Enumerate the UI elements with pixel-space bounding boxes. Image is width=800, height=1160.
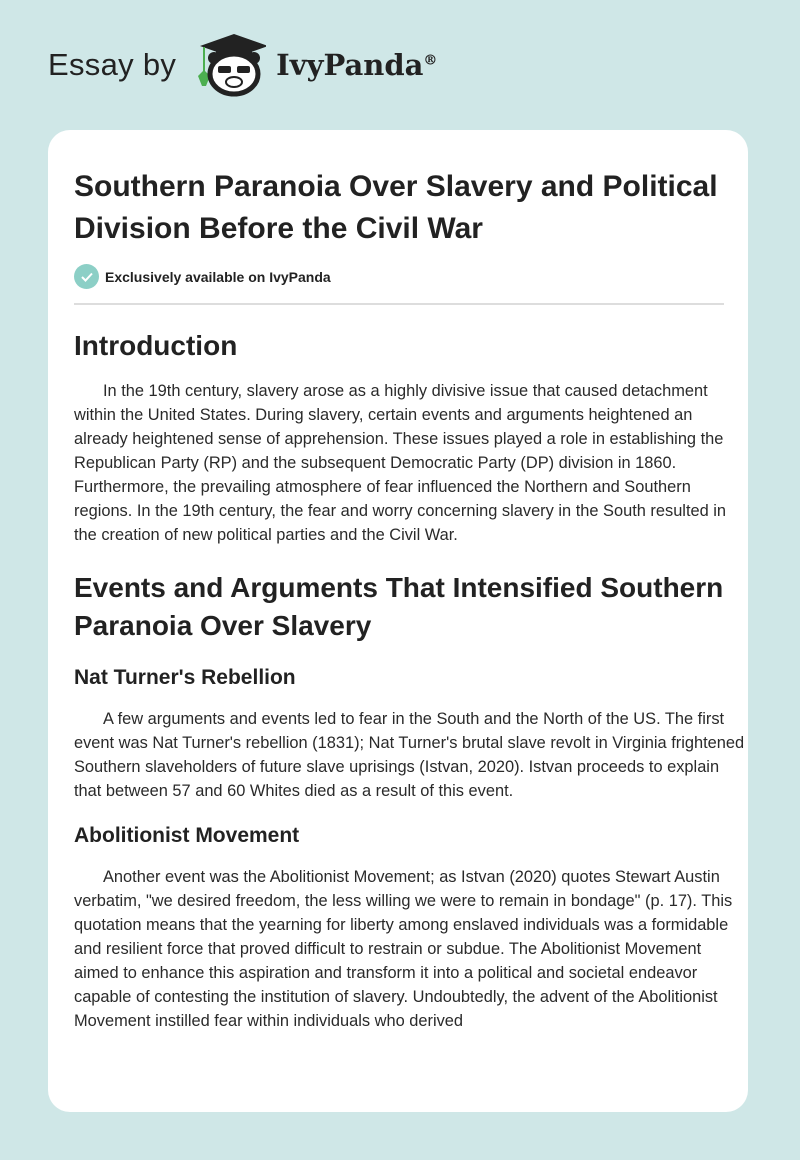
divider bbox=[74, 303, 724, 305]
section-heading: Introduction bbox=[74, 330, 238, 361]
essay-by-label: Essay by bbox=[48, 47, 177, 82]
brand-text: IvyPanda bbox=[276, 48, 424, 82]
exclusive-badge bbox=[74, 264, 748, 289]
paragraph: Another event was the Abolitionist Movement; as Istvan (2020) quotes Stewart Austin verbatim, "we desired freedom, the less willing we were to remain in bondage" (p. 17). This quotation means that the yearning for liberty among enslaved individuals was a formidable and resilient force that proved difficult to restrain or subdue. The Abolitionist Movement aimed to enhance this aspiration and transform it into a political and societal endeavor capable of contesting the institution of slavery. Undoubtedly, the advent of the Abolitionist Movement instilled fear within individuals who derived bbox=[74, 868, 733, 1030]
section-heading: Events and Arguments That Intensified Southern Paranoia Over Slavery bbox=[74, 572, 724, 641]
check-icon bbox=[74, 264, 99, 289]
subsection-heading: Abolitionist Movement bbox=[74, 824, 300, 847]
site-header bbox=[48, 30, 437, 100]
paragraph: In the 19th century, slavery arose as a highly divisive issue that caused detachment within the United States. During slavery, certain events and arguments heightened an already heightened sense of apprehension. These issues played a role in establishing the Republican Party (RP) and the subsequent Democratic Party (DP) division in 1860. Furthermore, the prevailing atmosphere of fear influenced the Northern and Southern regions. In the 19th century, the fear and worry concerning slavery in the South resulted in the creation of new political parties and the Civil War. bbox=[74, 382, 727, 544]
essay-title: Southern Paranoia Over Slavery and Political Division Before the Civil War bbox=[74, 170, 718, 245]
registered-mark: ® bbox=[423, 52, 438, 69]
paragraph: A few arguments and events led to fear in the South and the North of the US. The first event was Nat Turner's rebellion (1831); Nat Turner's brutal slave revolt in Virginia frightened Southern slaveholders of future slave uprisings (Istvan, 2020). Istvan proceeds to explain that between 57 and 60 Whites died as a result of this event. bbox=[74, 710, 745, 800]
essay-card bbox=[48, 130, 748, 1112]
subsection-heading: Nat Turner's Rebellion bbox=[74, 666, 296, 689]
exclusive-text: Exclusively available on IvyPanda bbox=[105, 268, 331, 285]
brand-name[interactable] bbox=[276, 48, 437, 82]
panda-logo-icon[interactable] bbox=[194, 28, 266, 103]
